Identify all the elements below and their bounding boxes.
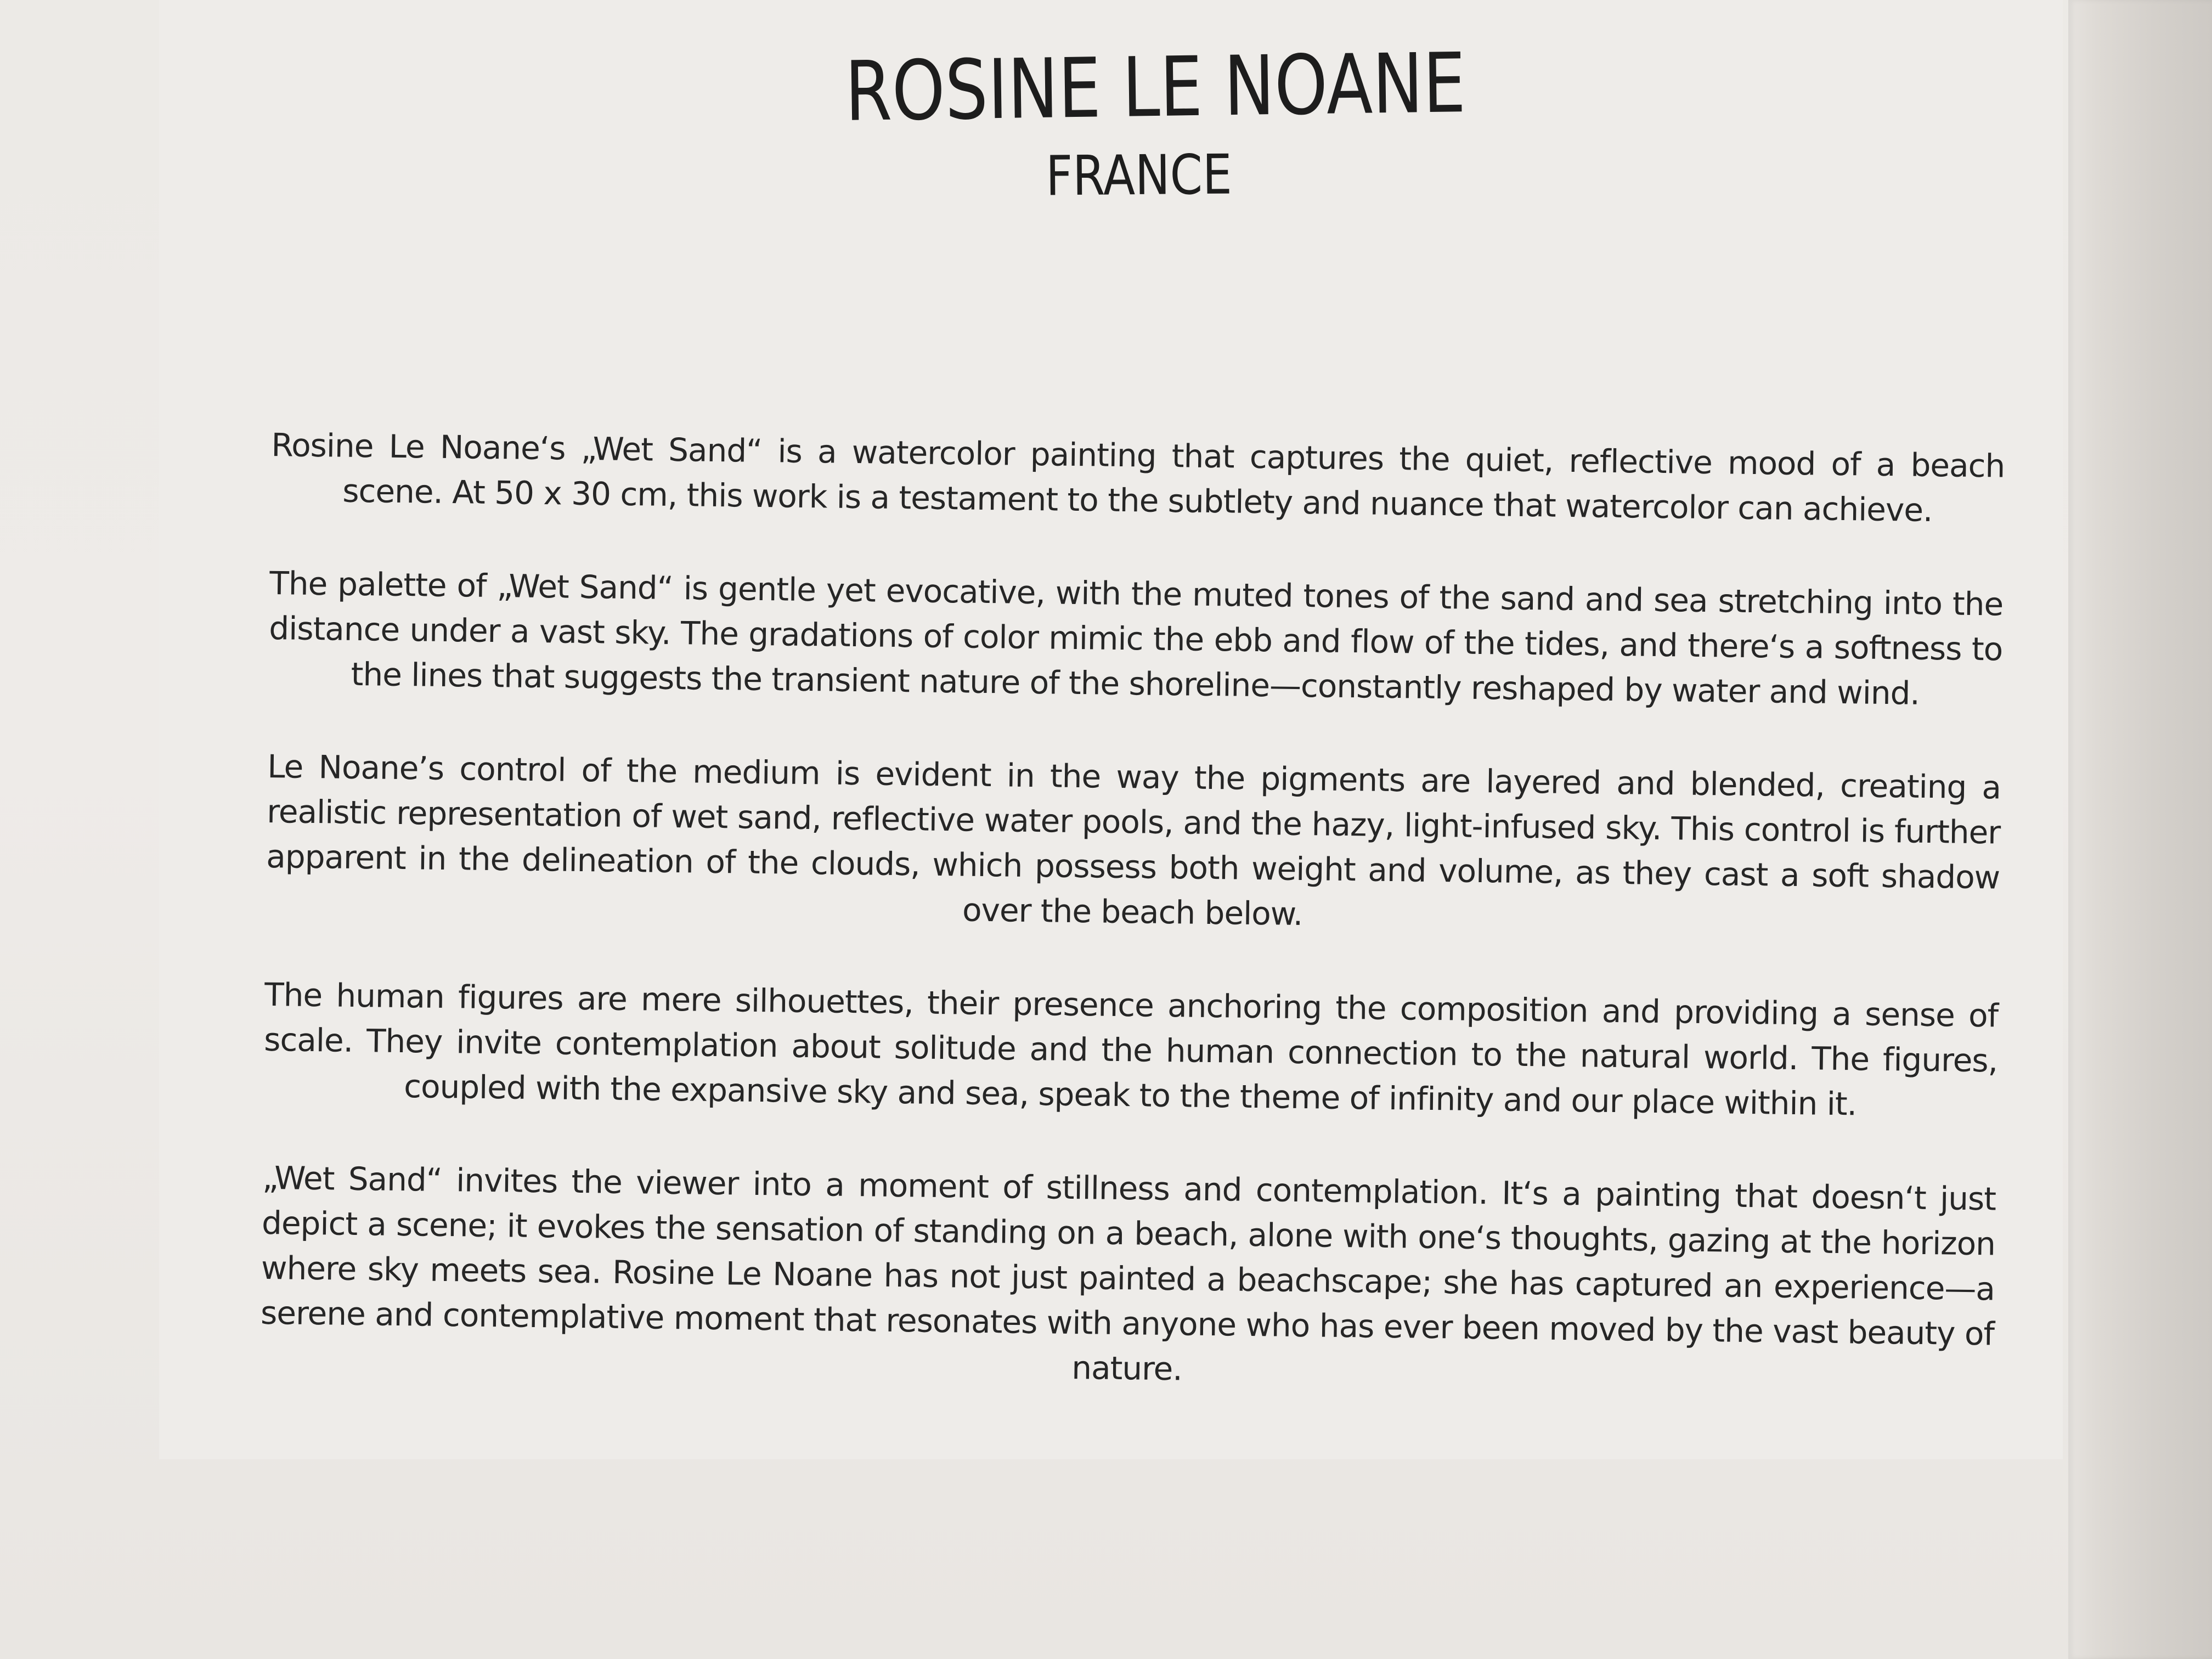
- page-header: [0, 38, 2212, 208]
- paragraph-conclusion: „Wet Sand“ invites the viewer into a moment of stillness and contemplation. It‘s a painting that doesn‘t just depict a scene; it evokes the sensation of standing on a beach, alone with one‘s thoughts, gazing at the horizon where sky meets sea. Rosine Le Noane has not just painted a beachscape; she has captured an experience—a serene and contemplative moment that resonates with anyone who has ever been moved by the vast beauty of nature.: [260, 1159, 1996, 1388]
- paragraph-technique: Le Noane’s control of the medium is evident in the way the pigments are layered and blended, creating a realistic representation of wet sand, reflective water pools, and the hazy, light-infused sky. This control is further apparent in the delineation of the clouds, which possess both weight and volume, as they cast a soft shadow over the beach below.: [266, 747, 2001, 933]
- paragraph-palette: The palette of „Wet Sand“ is gentle yet evocative, with the muted tones of the sand and sea stretching into the distance under a vast sky. The gradations of color mimic the ebb and flow of the tides, and there‘s a softness to the lines that suggests the transient nature of the shoreline—constantly reshaped by water and wind.: [269, 564, 2004, 712]
- paragraph-figures: The human figures are mere silhouettes, their presence anchoring the composition and providing a sense of scale. They invite contemplation about solitude and the human connection to the natural world. The figures, coupled with the expansive sky and sea, speak to the theme of infinity and our place within it.: [263, 975, 1999, 1123]
- artwork-description: [259, 422, 2005, 1449]
- page-edge: [2068, 0, 2212, 1659]
- paragraph-intro: Rosine Le Noane‘s „Wet Sand“ is a watercolor painting that captures the quiet, reflective mood of a beach scene. At 50 x 30 cm, this work is a testament to the subtlety and nuance that watercolor can achieve.: [271, 426, 2005, 529]
- artist-country: FRANCE: [1045, 142, 1233, 208]
- artist-name: ROSINE LE NOANE: [844, 36, 1466, 140]
